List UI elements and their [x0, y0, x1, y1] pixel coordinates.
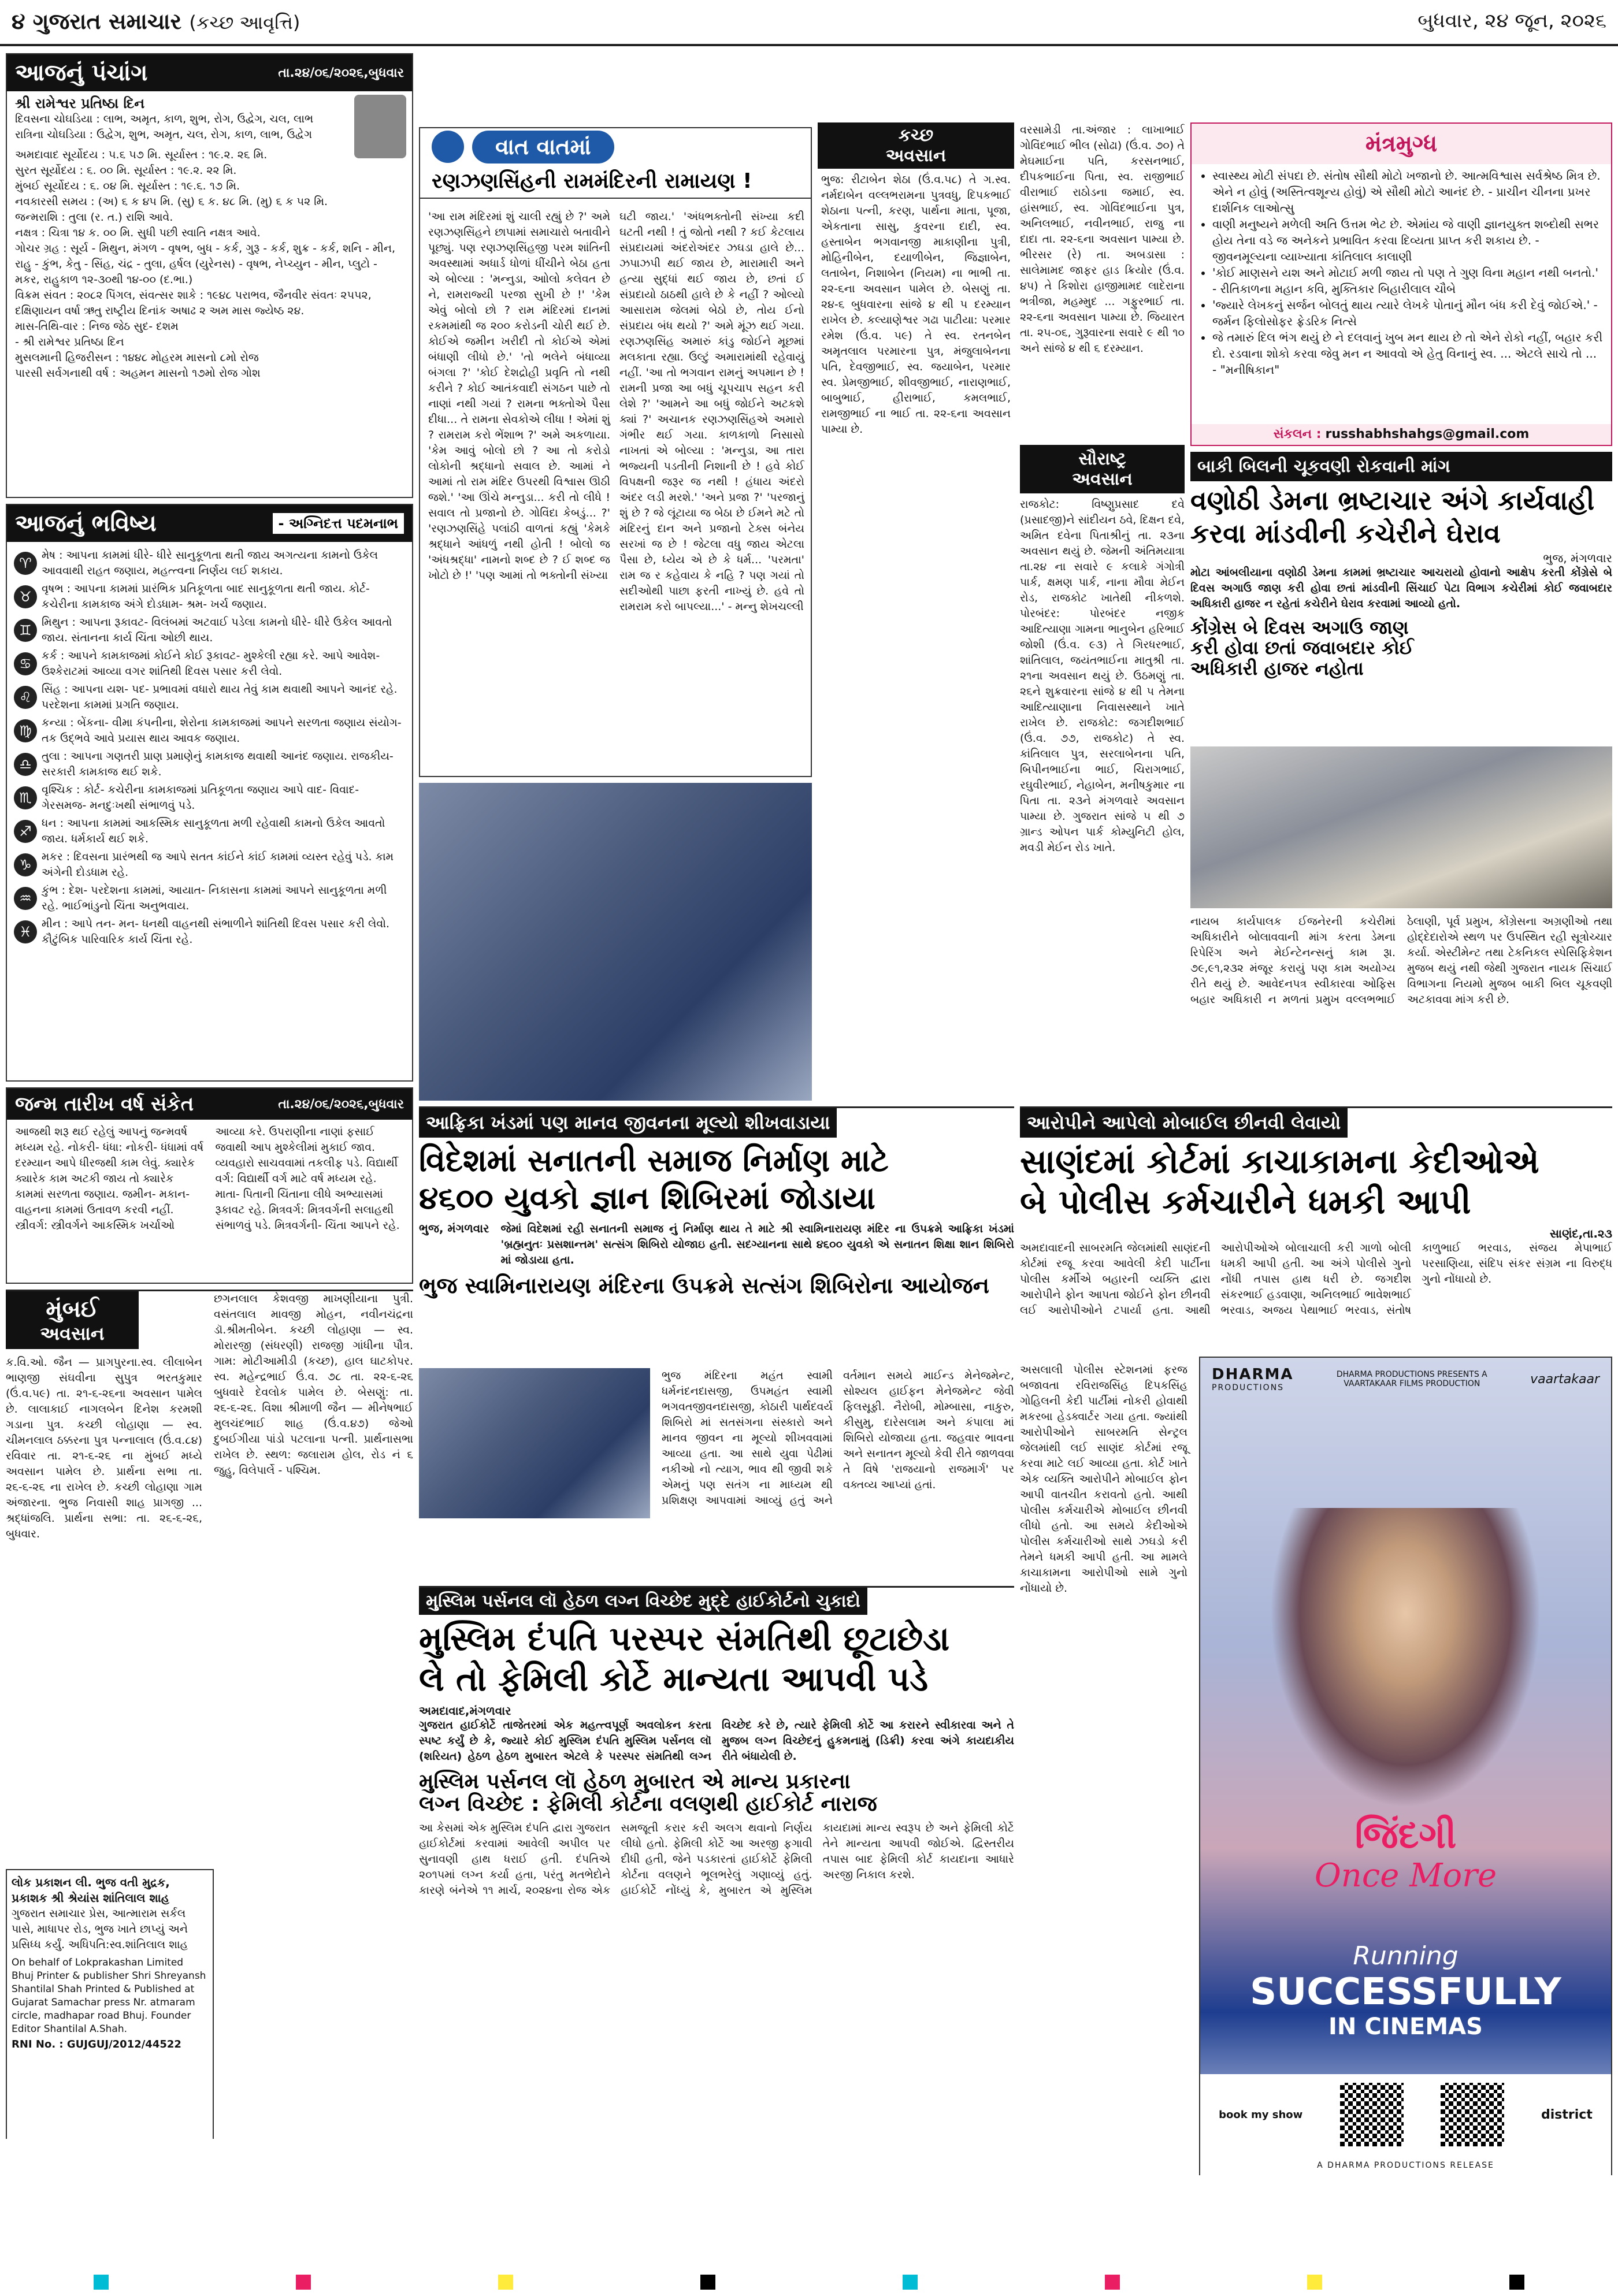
panchang-lines-more [7, 147, 412, 381]
qr-code-icon[interactable] [1441, 2083, 1504, 2146]
vanothi-subhead: કોંગ્રેસ બે દિવસ અગાઉ જાણ કરી હોવા છતાં જવાબદાર કોઈ અધિકારી હાજર નહોતા [1190, 616, 1414, 679]
quote-item: • સ્વાસ્થ્ય મોટી સંપદા છે. સંતોષ સૌથી મોટો ખજાનો છે. આત્મવિશ્વાસ સર્વશ્રેષ્ઠ મિત્ર છે. એને ન હોવું (અસ્તિત્વશૂન્ય હોવું) એ સૌથી મોટો આનંદ છે. - પ્રાચીન ચીનના પ્રખર દાર્શનિક લાઓત્સુ [1212, 168, 1603, 216]
mantramugdh-list [1192, 168, 1611, 378]
magenta-mark-icon [1105, 2275, 1120, 2290]
panchang-header [7, 54, 412, 91]
publisher-english: On behalf of Lokprakashan Limited Bhuj Printer & publisher Shri Shreyansh Shantilal Shah Printed & Published at Gujarat Samachar press Nr. atmaram circle, madhapar road Bhuj. Founder Editor Shantilal A.Shah. [12, 1957, 206, 2035]
panchang-line: જન્મરાશિ : તુલા (ર. ત.) રાશિ આવે. [15, 211, 173, 224]
mumbai-title: મુંબઈ [46, 1295, 99, 1322]
temple-event-photo [419, 1368, 650, 1518]
panchang-line: મુંબઈ સૂર્યોદય : ૬. ૦૪ મિ. સૂર્યાસ્ત : ૧૯.૬. ૧૭ મિ. [15, 180, 240, 192]
kutch-text: ભુજ: રીટાબેન શેઠા (ઉં.વ.૫૮) તે ગ.સ્વ. નર્મદાબેન વલ્લભરામના પુત્રવધુ, દિપકભાઈ શેઠાના પત્ની, કરણ, પાર્થના માતા, પૂજા, એકતાના સાસુ, કુવરના દાદી, સ્વ. હસ્તાબેન ભગવાનજી માકાણીના પુત્રી, મોહિનીબેન, દયાળીબેન, જિજ્ઞાબેન, લતાબેન, નિશાબેન (નિયમ) ના ભાભી તા. ૨૨-૬ના અવસાન પામેલ છે. બેસણું તા. ૨૪-૬ બુધવારના સાંજે ૪ થી ૫ દરમ્યાન રાખેલ છે. કલ્યાણેશ્વર ગઢા પાટીયા: પરમાર રમેશ (ઉં.વ. ૫૯) તે સ્વ. રતનબેન અમૃતલાલ પરમારના પુત્ર, મંજુલાબેનના પતિ, દેવજીભાઈ, સ્વ. જયાબેન, પરમાર સ્વ. પ્રેમજીભાઈ, શીવજીભાઈ, નારાણભાઈ, બાબુભાઈ, હીરાભાઈ, કમલભાઈ, રામજીભાઈ ના ભાઈ તા. ૨૨-૬ના અવસાન પામ્યા છે. [821, 173, 1011, 436]
janmatarikh-header [7, 1088, 412, 1120]
zodiac-row [14, 715, 405, 746]
videsh-kicker: આફ્રિકા ખંડમાં પણ માનવ જીવનના મૂલ્યો શીખવાડાયા [419, 1108, 837, 1138]
cancer-icon: ♋ [14, 652, 37, 675]
videsh-body: ભુજ મંદિરના મહંત સ્વામી ધર્મનંદનદાસજી, ઉપમહંત સ્વામી ભગવતજીવનદાસજી, કોઠારી પાર્થદવર્ય શિબિરો માં સતસંગના સંસ્કારો અને માનવ જીવન ના મૂલ્યો શીખવવામાં આવ્યા હતા. આ સાથે યુવા પેઢીમાં નકીઓ નો ત્યાગ, ભાવ થી જીવી શકે એમનું પણ સતંગ ના માધ્યમ થી પ્રશિક્ષણ આપવામાં આવ્યું હતું અને વર્તમાન સમયે માઈન્ડ મેનેજમેન્ટ, સોશ્યલ હાઈફન મેનેજમેન્ટ જેવી ફિલસૂફી. નૈરોબી, મોમ્બાસા, નાકુરુ, કીસુમુ, દારેસલામ અને કંપાલા માં શિબિરો યોજાયા હતા. જહવાર ભાવના અને સનાતન મૂલ્યો કેવી રીતે જાળવવા તે વિષે 'રાજયાનો રાજમાર્ગ' પર વક્તવ્ય આપ્યાં હતાં. [662, 1369, 1014, 1507]
muslim-lead: ગુજરાત હાઈકોર્ટે તાજેતરમાં એક મહત્ત્વપૂર્ણ અવલોકન કરતા સ્પષ્ટ કર્યું છે કે, જ્યારે કોઈ મુસ્લિમ દંપતિ મુસ્લિમ પર્સનલ લૉ (શરિયત) હેઠળ હેઠળ મુબારત એટલે કે પરસ્પર સંમતિથી લગ્ન વિચ્છેદ કરે છે, ત્યારે ફેમિલી કોર્ટે આ કરારને સ્વીકારવા અને તે મુજબ લગ્ન વિચ્છેદનું હુકમનામું (ડિક્રી) કરવા અંગે કાયદાકીય રીતે બંધાયેલી છે. [419, 1718, 1014, 1763]
mantramugdh-box [1190, 122, 1612, 446]
muslim-dateline: અમદાવાદ,મંગળવાર [419, 1703, 511, 1718]
dharma-logo [1212, 1366, 1293, 1392]
dharma-brand-sub: PRODUCTIONS [1212, 1383, 1285, 1392]
videsh-story [419, 1106, 1014, 1580]
advert-title-gu: જિંદગી [1354, 1814, 1457, 1857]
scorpio-icon: ♏ [14, 786, 37, 809]
vanothi-kicker: બાકી બિલની ચૂકવણી રોકવાની માંગ [1190, 452, 1612, 481]
sanand-body-1: અમદાવાદની સાબરમતિ જેલમાંથી સાણંદની કોર્ટમાં રજૂ કરવા આવેલી કેદી પાર્ટીના પોલીસ કર્મીએ બહારની વ્યક્તિ દ્વારા આરોપીને ફોન આપતા જોઈને ફોન છીનવી લઈ આરોપીઓને ટપાર્યા હતા. આથી આરોપીઓએ બોલાચાલી કરી ગાળો બોલી ધમકી આપી હતી. આ અંગે પોલીસે ગુનો નોંધી તપાસ હાથ ધરી છે. જગદીશ સંકરભાઈ હડવાણા, અનિલભાઈ ભાવેશભાઈ ભરવાડ, અજય પેથાભાઈ ભરવાડ, સંતોષ કાળુભાઈ ભરવાડ, સંજય મેપાભાઈ પરસાણિયા, સંદિપ સંકર સંગ્રમ ના વિરુદ્ધ ગુનો નોંધાયો છે. [1020, 1241, 1612, 1317]
yellow-mark-icon [498, 2275, 513, 2290]
zodiac-text: મિથુન : આપના રૂકાવટ- વિલંબમાં અટવાઈ પડેલા કામનો ધીરે- ધીરે ઉકેલ આવતો જાય. સંતાનના કાર્ય ચિંતા ઓછી થાય. [42, 616, 392, 644]
zodiac-row [14, 581, 405, 612]
zodiac-row [14, 849, 405, 880]
videsh-headline-1: વિદેશમાં સનાતની સમાજ નિર્માણ માટે [419, 1142, 889, 1179]
paper-name: ગુજરાત સમાચાર [32, 8, 182, 34]
cyan-mark-icon [903, 2275, 918, 2290]
yellow-mark-icon [1307, 2275, 1322, 2290]
panchang-line: નક્ષત્ર : ચિત્રા ૧૪ ક. ૦૦ મિ. સુધી પછી સ્વાતિ નક્ષત્ર આવે. [15, 226, 261, 239]
zodiac-text: કુંભ : દેશ- પરદેશના કામમાં, આયાત- નિકાસના કામમાં આપને સાનુકૂળતા મળી રહે. ભાઈભાંડુનો ચિંતા અનુભવાય. [42, 884, 387, 912]
kutch-header [818, 122, 1014, 169]
mumbai-left-text: ક.વિ.ઓ. જૈન — પ્રાગપુરના.સ્વ. લીલાબેન ભાણજી સંઘવીના સુપુત્ર ભરતકુમાર (ઉં.વ.૫૯) તા. ૨૧-૬-૨૬ના અવસાન પામેલ છે. લાલાકાઈ નાગલબેન દિનેશ કરમશી ગડાના પુત્ર. કચ્છી લોહાણા — સ્વ. ચીમનલાલ ઠક્કરના પુત્ર પન્નાલાલ (ઉં.વ.૮૪) રવિવાર તા. ૨૧-૬-૨૬ ના મુંબઈ મધ્યે અવસાન પામેલ છે. પ્રાર્થના સભા તા. ૨૬-૬-૨૬ ના રાખેલ છે. કચ્છી લોહાણા ગામ અંજારના. ભુજ નિવાસી શાહ પ્રાગજી ... શ્રદ્ધાંજલિ. પ્રાર્થના સભા: તા. ૨૬-૬-૨૬, બુધવાર. [6, 1356, 202, 1540]
sanand-story [1020, 1106, 1612, 2175]
videsh-dateline: ભુજ, મંગળવાર [419, 1221, 489, 1235]
bookmyshow-logo[interactable]: book my show [1219, 2108, 1303, 2121]
vaat-col2: ઘટી જાય.' 'અંધભક્તોની સંખ્યા કદી ઘટતી નથી ! તું જોતો નથી ? કઈ કેટલાય સંપ્રદાયમાં અંદરોઅંદર ઝઘડા હાલે છે... ઝપાઝપી થઈ જાય છે, મારામારી અને હત્યા સુદ્ધાં થઈ જાય છે, છતાં ઈ સંપ્રદાયો ઠાઠથી હાલે છે કે નહીં ? ઓલ્યો આસારામ જેલમાં બેઠો છે, તોય ઈનો સંપ્રદાય બંધ થયો ?' અમે મૂંઝ થઈ ગયા. રણઝણસિંહ અમારું કાંડુ જોઈને મૂછમાં મલકાતા રહ્યા. ઉલ્ટું અમારામાંથી રહેવાયું નહીં. 'આ તો ભગવાન રામનું અપમાન છે ! રામની પ્રજા આ બધું ચૂપચાપ સહન કરી લેશે ?' 'આમને આ બધું જોઈને અટકશે ક્યાં ?' અચાનક રણઝણસિંહએ અમારો ગંભીર થઈ ગયા. કાળકાળો નિસાસો નાખતાં એ બોલ્યા : 'મન્નુડા, આ તારા ભજ્યની પડતીની નિશાની છે ! હવે કોઈ વિપક્ષની જરૂર જ નથી ! હંધાય અંદરો અંદર લડી મરશે.' 'અને પ્રજા ?' 'પરજાનું શું છે ? જે લૂંટાયા જ બેઠા છે ઈમને મટે તો મંદિરનું દાન અને પ્રજાનો ટેક્સ બંનેય સરખાં જ છે ! જેટલા વધુ જાય એટલા પૈસા છે, ધ્યેય એ છે કે ધર્મ... 'પરમતા' રામ જ ર કહેવાય કે નહિ ? પણ ગયાં તો સદીઓથી પાછા ફરતી નાખ્યું છે. હવે તો રામરામ કરો બાપલ્યા...' - મન્નુ શેખચલ્લી [619, 210, 804, 613]
panchang-line: પારસી સર્વગનાથી વર્ષ : અહમન માસનો ૧૭મો રોજ ગોશ [15, 367, 261, 380]
magenta-mark-icon [296, 2275, 311, 2290]
mantramugdh-contact [1192, 424, 1611, 445]
leo-icon: ♌ [14, 686, 37, 709]
advert-presents: DHARMA PRODUCTIONS PRESENTS A VAARTAKAAR FILMS PRODUCTION [1336, 1370, 1487, 1388]
bhavishya-author: - અગ્નિદત્ત પદમનાભ [273, 513, 404, 534]
talking-faces-icon [432, 131, 464, 163]
panchang-line: અમદાવાદ સૂર્યોદય : ૫.૬ ૫૭ મિ. સૂર્યાસ્ત : ૧૯.૨. ૨૬ મિ. [15, 148, 268, 161]
saurashtra-title: અવસાન [1072, 469, 1133, 489]
zodiac-text: તુલા : આપના ગણતરી પ્રાણ પ્રમાણેનું કામકાજ થવાથી આનંદ જણાય. રાજકીય- સરકારી કામકાજ થઈ શકે. [42, 750, 394, 778]
zodiac-row [14, 682, 405, 713]
advert-footer: A DHARMA PRODUCTIONS RELEASE [1200, 2155, 1611, 2175]
zodiac-list [7, 542, 412, 953]
zodiac-row [14, 916, 405, 948]
muslim-subhead-2: લગ્ન વિચ્છેદ : ફેમિલી કોર્ટના વલણથી હાઈકોર્ટ નારાજ [419, 1792, 877, 1816]
janmatarikh-text: આજથી શરૂ થઈ રહેલું આપનું જન્મવર્ષ મધ્યમ રહે. નોકરી- ધંધા: નોકરી- ધંધામાં વર્ષ દરમ્યાન આપે ધીરજથી કામ લેવું. ક્યારેક ક્યારેક કામ અટકી જાય તો ક્યારેક કામમાં સરળતા જણાય. જમીન- મકાન- વાહનના કામમાં ઉતાવળ કરવી નહીં. સ્ત્રીવર્ગ: સ્ત્રીવર્ગને આકસ્મિક ખર્ચાઓ આવ્યા કરે. ઉપરાણીના નાણાં ફસાઈ જવાથી આપ મુશ્કેલીમાં મુકાઈ જાવ. વ્યવહારો સાચવવામાં તકલીફ પડે. વિદ્યાર્થી વર્ગ: વિદ્યાર્થી વર્ગ માટે વર્ષ મધ્યમ રહે. માતા- પિતાની ચિંતાના લીધે અભ્યાસમાં રૂકાવટ રહે. મિત્રવર્ગ: મિત્રવર્ગની સલાહથી સંભાળવું પડે. મિત્રવર્ગની- ચિંતા આપને રહે. [15, 1125, 400, 1232]
zodiac-text: વૃશ્ચિક : કોર્ટ- કચેરીના કામકાજમાં પ્રતિકૂળતા જણાય આપે વાદ- વિવાદ- ગેરસમજ- મનદુઃખથી સંભાળવું પડે. [42, 783, 359, 812]
qr-code-icon[interactable] [1340, 2083, 1404, 2146]
muslim-story [419, 1586, 1014, 2175]
zodiac-row [14, 883, 405, 914]
dharma-brand: DHARMA [1212, 1366, 1294, 1383]
vaartakaar-logo: vaartakaar [1530, 1372, 1600, 1387]
kutch-title: અવસાન [885, 146, 947, 166]
virgo-icon: ♍ [14, 719, 37, 742]
cast-photo [1270, 1508, 1541, 1808]
advert-tagline-2: SUCCESSFULLY [1250, 1971, 1561, 2013]
quote-item: • 'જ્યારે લેખકનું સર્જન બોલતું થાય ત્યારે લેખકે પોતાનું મૌન બંધ કરી દેવું જોઈએ.' - જર્મન ફિલોસોફર ફ્રેડરિક નિત્સે [1212, 297, 1603, 329]
district-logo[interactable]: district [1541, 2107, 1593, 2122]
vaat-box [419, 127, 812, 777]
edition-label: (કચ્છ આવૃત્તિ) [189, 12, 300, 34]
zodiac-text: કર્ક : આપને કામકાજમાં કોઈને કોઈ રૂકાવટ- મુશ્કેલી રહ્યા કરે. આપે આવેશ- ઉશ્કેરાટમાં આવ્યા વગર શાંતિથી દિવસ પસાર કરી લેવો. [42, 649, 380, 678]
panchang-box [6, 53, 413, 498]
saurashtra-header [1020, 445, 1185, 493]
janmatarikh-title: જન્મ તારીખ વર્ષ સંકેત [15, 1093, 194, 1116]
zodiac-text: મકર : દિવસના પ્રારંભથી જ આપે સતત કાંઈને કાંઈ કામમાં વ્યસ્ત રહેવું પડે. કામ અંગેની દોડધામ રહે. [42, 850, 394, 879]
vanothi-headline-1: વણોઠી ડેમના ભ્રષ્ટાચાર અંગે કાર્યવાહી [1190, 485, 1595, 516]
advert-tagline [1200, 1941, 1611, 2040]
mumbai-subtitle: અવસાન [40, 1322, 105, 1344]
advert-tagline-1: Running [1353, 1941, 1459, 1971]
quote-item: • વાણી મનુષ્યને મળેલી અતિ ઉત્તમ ભેટ છે. એમાંય જે વાણી જ્ઞાનયુક્ત શબ્દોથી સભર હોય તેના વડે જ અનેકને પ્રભાવિત કરવા દિવ્યતા પ્રાપ્ત કરી શકાય છે. - જીવનમૂલ્યના વ્યાખ્યાતા કાંતિલાલ કાલાણી [1212, 216, 1603, 265]
vanothi-dateline: ભુજ, મંગળવાર [1543, 551, 1612, 566]
sanand-dateline: સાણંદ,તા.૨૩ [1549, 1226, 1612, 1240]
vanothi-body: નાયબ કાર્યપાલક ઈજનેરની કચેરીમાં અધિકારીને બોલાવવાની માંગ કરતા ડેમના રિપેરિંગ અને મેઈન્ટેનન્સનું કામ રૂા. ૭૯,૯૧,૨૩૨ મંજૂર કરાયું પણ કામ અયોગ્ય રીતે થયું છે. આવેદનપત્ર સ્વીકારવા ઓફિસ બહાર અધિકારી ન મળતાં પ્રમુખ વલ્લભભાઈ ઠેલાણી, પૂર્વ પ્રમુખ, કોંગ્રેસના અગ્રણીઓ તથા હોદ્દેદારોએ સ્થળ પર ઉપસ્થિત રહી સૂત્રોચ્ચાર કર્યા. એસ્ટીમેન્ટ તથા ટેકનિકલ સ્પેસિફિકેશન મુજબ થયું નથી જેથી ગુજરાત નાયક સિંચાઈ વિભાગના નિયમો મુજબ બાકી બિલ ચૂકવણી અટકાવવા માંગ કરી છે. [1190, 915, 1612, 1006]
zodiac-row [14, 615, 405, 646]
mumbai-right-text: છગનલાલ કેશવજી માખણીયાના પુત્રી. વસંતલાલ માવજી મોહન, નવીનચંદ્રના ડૉ.શ્રીમતીબેન. કચ્છી લોહાણા — સ્વ. મોરારજી (સંધરણી) રાજજી ગાંધીના પૌત્ર. ગામ: મોટીઆમીડી (કચ્છ), હાલ ઘાટકોપર. સ્વ. મહેન્દ્રભાઈ ઉં.વ. ૭૮ તા. ૨૨-૬-૨૬ બુધવારે દેવલોક પામેલ છે. બેસણું: તા. ૨૬-૬-૨૬. વિશા શ્રીમાળી જૈન — મીનેષભાઈ મુલચંદભાઈ શાહ (ઉં.વ.૪૭) જેઓ દુબઈગીયા પાંડો પટલાના પત્ની. પ્રાર્થનાસભા રાખેલ છે. સ્થળ: જલારામ હોલ, રોડ નં ૬ જુહુ, વિલેપાર્લે - પશ્ચિમ. [214, 1292, 413, 1477]
zodiac-text: ધન : આપના કામમાં આકસ્મિક સાનુકૂળતા મળી રહેવાથી કામનો ઉકેલ આવતો જાય. ધર્મકાર્ય થઈ શકે. [42, 817, 385, 845]
zodiac-text: વૃષભ : આપના કામમાં પ્રારંભિક પ્રતિકૂળતા બાદ સાનુકૂળતા થતી જાય. કોર્ટ- કચેરીના કામકાજ અંગે દોડધામ- શ્રમ- ખર્ચ જણાય. [42, 582, 370, 611]
muslim-kicker: મુસ્લિમ પર્સનલ લૉ હેઠળ લગ્ન વિચ્છેદ મુદ્દે હાઈકોર્ટનો ચુકાદો [419, 1588, 867, 1615]
panchang-line: ગોચર ગ્રહ : સૂર્ય - મિથુન, મંગળ - વૃષભ, બુધ - કર્ક, ગુરૂ - કર્ક, શુક્ર - કર્ક, શનિ - મીન, રાહુ - કુંભ, કેતુ - સિંહ, ચંદ્ર - તુલા, હર્ષલ (યુરેનસ) - વૃષભ, નેપ્ચ્યુન - મીન, પ્લુટો - મકર, રાહુકાળ ૧૨-૩૦થી ૧૪-૦૦ (દ.ભા.) [15, 242, 396, 286]
capricorn-icon: ♑ [14, 853, 37, 876]
panchang-line: - શ્રી રામેશ્વર પ્રતિષ્ઠા દિન [15, 336, 124, 348]
contact-label: સંકલન : [1273, 427, 1322, 441]
zodiac-row [14, 548, 405, 579]
kutch-avsan [818, 122, 1014, 1105]
panchang-line: રાત્રિના ચોઘડિયા : ઉદ્વેગ, શુભ, અમૃત, ચલ, રોગ, કાળ, લાભ, ઉદ્વેગ [15, 128, 313, 141]
movie-advert[interactable] [1199, 1357, 1612, 2175]
panchang-date: તા.૨૪/૦૬/૨૦૨૬,બુધવાર [278, 65, 404, 80]
mumbai-avsan [6, 1290, 413, 2139]
kutch-text-2: વરસામેડી તા.અંજાર : લાખાભાઈ ગોવિંદભાઈ ભીલ (સોઢા) (ઉં.વ. ૭૦) તે મેઘમાઈના પતિ, કરસનભાઈ, દીપકભાઈના પિતા, સ્વ. રાજીભાઈ વીરાભાઈ રાઠોડના જમાઈ, સ્વ. હાંસભાઈ, સ્વ. ગોવિંદભાઈના પુત્ર, અનિલભાઈ, નવીનભાઈ, રાજુ ના દાદા તા. ૨૨-૬ના અવસાન પામ્યા છે. ભીરસર (રે) તા. અબડાસા : સાલેમામદ જાફર હાડ ક્રિયોર (ઉં.વ. ૪૫) તે કિશોરા હાજીમામદ લાદેરાના ભત્રીજા, મહમ્મુદ ... ગફુરભાઈ તા. ૨૨-૬ના અવસાન પામ્યા છે. જિયારત તા. ૨૫-૦૬, ગુરૂવારના સવારે ૯ થી ૧૦ અને સાંજે ૪ થી ૬ દરમ્યાન. [1020, 124, 1185, 355]
muslim-subhead-1: મુસ્લિમ પર્સનલ લૉ હેઠળ મુબારત એ માન્ય પ્રકારના [419, 1769, 851, 1793]
panchang-line: વિક્રમ સંવત : ૨૦૮૨ પિંગલ, સંવત્સર શાકે : ૧૯૪૮ પરાભવ, જૈનવીર સંવતઃ ૨૫૫૨, દક્ષિણાયન વર્ષા ઋતુ રાષ્ટ્રીય દિનાંક અષાઢ ૨ અમ માસ જ્યેષ્ઠ ૨૪. [15, 289, 372, 317]
rni-number: RNI No. : GUJGUJ/2012/44522 [12, 2038, 181, 2050]
zodiac-row [14, 782, 405, 813]
panchang-line: મુસલમાની હિજરીસન : ૧૪૪૮ મોહરમ માસનો ૮મો રોજ [15, 351, 259, 364]
vanothi-headline-2: કરવા માંડવીની કચેરીને ઘેરાવ [1190, 517, 1501, 549]
panchang-lines [7, 91, 370, 147]
contact-email[interactable]: russhabhshahgs@gmail.com [1325, 427, 1530, 441]
gemini-icon: ♊ [14, 619, 37, 642]
students-photo [419, 783, 812, 1101]
registration-marks [0, 2273, 1618, 2291]
panchang-line: માસ-તિથિ-વાર : નિજ જેઠ સુદ- દશમ [15, 320, 179, 333]
cyan-mark-icon [94, 2275, 109, 2290]
muslim-body: આ કેસમાં એક મુસ્લિમ દંપતિ દ્વારા ગુજરાત હાઈકોર્ટમાં કરવામાં આવેલી અપીલ પર સુનાવણી હાથ ધરાઈ હતી. દંપતિએ ૨૦૧૫માં લગ્ન કર્યા હતા, પરંતુ મતભેદોને કારણે બંનેએ ૧૧ માર્ચ, ૨૦૨૪ના રોજ એક સમજૂતી કરાર કરી અલગ થવાનો નિર્ણય લીધો હતો. ફેમિલી કોર્ટે આ અરજી ફગાવી દીધી હતી, જેને પડકારતાં હાઈકોર્ટે ફેમિલી કોર્ટના વલણને ભૂલભરેલું ગણાવ્યું હતું. હાઈકોર્ટે નોંધ્યું કે, મુબારત એ મુસ્લિમ કાયદામાં માન્ય સ્વરૂપ છે અને ફેમિલી કોર્ટે તેને માન્યતા આપવી જોઈએ. દ્વિસ્તરીય તપાસ બાદ ફેમિલી કોર્ટ કાયદાના આધારે અરજી નિકાલ કરશે. [419, 1821, 1014, 1897]
kutch-section: કચ્છ [898, 125, 934, 146]
muslim-headline-1: મુસ્લિમ દંપતિ પરસ્પર સંમતિથી છૂટાછેડા [419, 1619, 950, 1658]
videsh-lead: જેમાં વિદેશમાં રહી સનાતની સમાજ નું નિર્માણ થાય તે માટે શ્રી સ્વામિનારાયણ મંદિર ના ઉપક્રમે આફ્રિકા ખંડમાં 'બ્રહ્મનુતઃ પ્રસશાન્તમ' સત્સંગ શિબિરો યોજાઇ હતી. સદગ્યાનના સાથે ૪૬૦૦ યુવકો એ સનાતન શિક્ષા શાન શિબિરો માં જોડાયા હતા. [500, 1222, 1014, 1266]
pisces-icon: ♓ [14, 920, 37, 943]
advert-top [1200, 1358, 1611, 1400]
vanothi-lead: મોટા આંબલીયાના વણોઠી ડેમના કામમાં ભ્રષ્ટાચાર આચરાયો હોવાનો આક્ષેપ કરતી કોંગ્રેસે બે દિવસ અગાઉ જાણ કરી હોવા છતાં માંડવીની સિંચાઈ પેટા વિભાગ કચેરીમાં કોઈ જવાબદાર અધિકારી હાજર ન રહેતાં કચેરીને ઘેરાવ કરવામાં આવ્યો હતો. [1190, 566, 1612, 611]
vanothi-story [1190, 452, 1612, 1105]
videsh-subhead: ભુજ સ્વામિનારાયણ મંદિરના ઉપક્રમે સત્સંગ શિબિરોના આયોજન [419, 1272, 989, 1298]
advert-tickets [1200, 2074, 1611, 2155]
taurus-icon: ♉ [14, 585, 37, 608]
mantramugdh-title: મંત્રમુગ્ધ [1365, 131, 1438, 157]
aquarius-icon: ♒ [14, 887, 37, 910]
advert-title-en: Once More [1314, 1857, 1497, 1894]
black-mark-icon [700, 2275, 715, 2290]
advert-title [1200, 1814, 1611, 1894]
zodiac-text: કન્યા : બેંકના- વીમા કંપનીના, શેરોના કામકાજમાં આપને સરળતા જણાય સંયોગ- તક ઉદ્ભવે આવે પ્રયાસ થાય આવક જણાય. [42, 716, 402, 745]
black-mark-icon [1509, 2275, 1524, 2290]
sagittarius-icon: ♐ [14, 820, 37, 843]
quote-item: • જે તમારું દિલ ભંગ થયું છે ને દલવાનું ખુબ મન થાય છે તો એને રોકો નહીં, બહાર કરી દો. રડવાના શોકો કરવા જેવુ મન ન આવવો એ હેતુ વિનાનું સ્વ. ... એટલે સાચે તો ... - "મનીષિકાન" [1212, 329, 1603, 378]
videsh-lead-row [419, 1221, 1014, 1268]
libra-icon: ♎ [14, 753, 37, 776]
janmatarikh-date: તા.૨૪/૦૬/૨૦૨૬,બુધવાર [278, 1097, 404, 1112]
sanand-headline-2: બે પોલીસ કર્મચારીને ધમકી આપી [1020, 1182, 1471, 1221]
bhavishya-title: આજનું ભવિષ્ય [15, 510, 157, 537]
vaat-col1: 'આ રામ મંદિરમાં શું ચાલી રહ્યું છે ?' અમે રણઝણસિંહને છાપામાં સમાચારો બતાવીને પૂછ્યું. પણ રણઝણસિંહજી પરમ શાંતિની અવસ્થામાં અધાર્ડ ધોળાં ધીંચીને બેઠા હતા એ બોલ્યા : 'મન્નુડા, આોલો કલેવત છે ને, રામરાજ્યી પરજા સુખી છે !' 'કેમ એવું બોલો છો ? રામ મંદિરમાં દાનમાં રકમમાંથી જ ૨૦૦ કરોડની ચોરી થઈ છે. કોઈએ જમીન ખરીદી તો કોઈએ એમાં બંધાણી લીધો છે.' 'તો ભલેને બંધાવ્યા બંગલા ?' 'કોઈ દેશદ્રોહી પ્રવૃતિ તો નથી કરીને ? કોઈ આતંકવાદી સંગઠન પાછે તો નાણાં નથી ગયાં ? રામના ભક્તોએ પૈસા દીધા... તે રામના સેવકોએ લીધા ! એમાં શું ? રામરામ કરો ભેંશાભ ?' અમે અકળાયા. 'કેમ આવું બોલો છો ? આ તો કરોડો લોકોની શ્રદ્ધાનો સવાલ છે. આમાં ને આમાં તો રામ મંદિર ઉપરથી વિશ્વાસ ઊઠી જશે.' 'આ ઊંચે મન્નુડા... કરી તો લીધે ! સવાલ તો પ્રજાનો છે. ગોવિંદા કેબડું... ?' 'રણઝણસિંહે પલાંઠી વાળતાં કહ્યું 'કેમકે શ્રદ્ધાને આંધળું નથી હોતી ! બોલો જ 'અંધશ્રદ્ધા' નામનો શબ્દ છે ? ઈ શબ્દ જ ખોટો છે !' 'પણ આમાં તો ભક્તોની સંખ્યા [428, 210, 610, 582]
mantramugdh-header [1192, 124, 1611, 164]
publisher-text: ગુજરાત સમાચાર પ્રેસ, આત્મારામ સર્કલ પાસે, માધાપર રોડ, ભુજ ખાતે છાપ્યું અને પ્રસિધ્ધ કર્યું. અધિપતિ:સ્વ.શાંતિલાલ શાહ [12, 1907, 188, 1951]
sanand-kicker: આરોપીને આપેલો મોબાઈલ છીનવી લેવાયો [1020, 1108, 1348, 1138]
saurashtra-avsan [1020, 445, 1185, 1104]
bhavishya-box [6, 504, 413, 1082]
zodiac-text: મીન : આપે તન- મન- ધનથી વાહનથી સંભાળીને શાંતિથી દિવસ પસાર કરી લેવો. કૌટુંબિક પારિવારિક કાર્ય ચિંતા રહે. [42, 917, 389, 946]
videsh-headline-2: ૪૬૦૦ યુવકો જ્ઞાન શિબિરમાં જોડાયા [419, 1180, 875, 1217]
panchang-title: આજનું પંચાંગ [15, 60, 148, 86]
zodiac-text: સિંહ : આપના યશ- પદ- પ્રભાવમાં વધારો થાય તેવું કામ થવાથી આપને આનંદ રહે. પરદેશના કામમાં પ્રગતિ જણાય. [42, 683, 398, 711]
zodiac-text: મેષ : આપના કામમાં ધીરે- ધીરે સાનુકૂળતા થતી જાય અગત્યના કામનો ઉકેલ આવવાથી રાહત જણાય, મહત્ત્વના નિર્ણય લઈ શકાય. [42, 549, 378, 577]
panchang-line: નવકારસી સમય : (અ) ૬ ક ૪૫ મિ. (સુ) ૬ ક. ૪૮ મિ. (મુ) ૬ ક ૫૨ મિ. [15, 195, 328, 208]
zodiac-row [14, 749, 405, 780]
bhavishya-header [7, 505, 412, 542]
deity-image-icon [354, 95, 406, 158]
quote-item: • 'કોઈ માણસને યશ અને મોટાઈ મળી જાય તો પણ તે ગુણ વિના મહાન નથી બનતો.' - રીતિકાળના મહાન કવિ, મુક્તિકાર બિહારીલાલ ચૌબે [1212, 265, 1603, 297]
publisher-title: લોક પ્રકાશન લી. ભુજ વતી મુદ્રક, પ્રકાશક શ્રી શ્રેયાંસ શાંતિલાલ શાહ [12, 1875, 170, 1905]
saurashtra-text: રાજકોટ: વિષ્ણુપ્રસાદ દવે (પ્રસાદજી)ને સાંદીયન ઠવે, દિક્ષન દવે, અમિત દવેના પિતાશ્રીનું તા. ૨૩ના અવસાન થયું છે. જેમની અંતિમયાત્રા તા.૨૪ ના સવારે ૯ કલાકે ગંગોત્રી પાર્ક, ક્ષમણ પાર્ક, નાના મૌવા મેઈન રોડ, રાજકોટ ખાતેથી નીકળશે. પોરબંદર: પોરબંદર નજીક આદિત્યાણા ગામના ભાનુબેન હરિભાઈ જોશી (ઉં.વ. ૯૩) તે ગિરધરભાઈ, શાંતિલાલ, જયંતભાઈના માતુશ્રી તા. ૨૧ના અવસાન થયું છે. ઉઠમણું તા. ૨૬ને શુક્રવારના સાંજે ૪ થી ૫ તેમના આદિત્યાણાના નિવાસસ્થાને ખાતે રાખેલ છે. રાજકોટ: જગદીશભાઈ (ઉં.વ. ૭૭, રાજકોટ) તે સ્વ. કાંતિલાલ પુત્ર, સરલાબેનના પતિ, બિપીનભાઈના ભાઈ, ચિરાગભાઈ, રઘુવીરભાઈ, નેહાબેન, મનીષકુમાર ના પિતા તા. ૨૩ને મંગળવારે અવસાન પામ્યા છે. ગુજરાત સાંજે ૫ થી ૭ ગ્રાન્ડ ઓપન પાર્ક કોમ્યુનિટી હોલ, મવડી મેઈન રોડ ખાતે. [1020, 498, 1185, 854]
panchang-line: દિવસના ચોઘડિયા : લાભ, અમૃત, કાળ, શુભ, રોગ, ઉદ્વેગ, ચલ, લાભ [15, 113, 314, 125]
sanand-body-2: અસલાલી પોલીસ સ્ટેશનમાં ફરજ બજાવતા રવિરાજસિંહ દિપકસિંહ ગોહિલની કેદી પાર્ટીમાં નોકરી હોવાથી મકરબા હેડક્વાર્ટર ગયા હતા. જ્યાંથી આરોપીઓને સાબરમતિ સેન્ટ્રલ જેલમાંથી લઈ સાણંદ કોર્ટમાં રજૂ કરવા માટે લઈ આવ્યા હતા. કોર્ટ ખાતે એક વ્યક્તિ આરોપીને મોબાઈલ ફોન આપી વાતચીત કરાવતો હતો. આથી પોલીસ કર્મચારીએ મોબાઈલ છીનવી લીધો હતો. આ સમયે કેદીઓએ પોલીસ કર્મચારીઓ સાથે ઝઘડો કરી તેમને ધમકી આપી હતી. આ મામલે કાચાકામના આરોપીઓ સામે ગુનો નોંધાયો છે. [1020, 1364, 1187, 1595]
panchang-line: શ્રી રામેશ્વર પ્રતિષ્ઠા દિન [15, 95, 145, 112]
masthead-date: બુધવાર, ૨૪ જૂન, ૨૦૨૬ [1417, 9, 1606, 32]
page-number: ૪ [12, 9, 25, 34]
sanand-headline-1: સાણંદમાં કોર્ટમાં કાચાકામના કેદીઓએ [1020, 1142, 1539, 1181]
saurashtra-section: સૌરાષ્ટ્ર [1078, 449, 1126, 469]
mumbai-header [6, 1291, 139, 1349]
advert-tagline-3: IN CINEMAS [1328, 2013, 1483, 2040]
masthead-bar [0, 0, 1618, 46]
janmatarikh-box [6, 1087, 413, 1284]
zodiac-row [14, 816, 405, 847]
publisher-box [6, 1869, 214, 2139]
muslim-headline-2: લે તો ફેમિલી કોર્ટે માન્યતા આપવી પડે [419, 1659, 929, 1699]
protest-photo [1190, 746, 1612, 908]
vaat-header [420, 128, 811, 165]
zodiac-row [14, 648, 405, 679]
aries-icon: ♈ [14, 552, 37, 575]
panchang-line: સુરત સૂર્યોદય : ૬. ૦૦ મિ. સૂર્યાસ્ત : ૧૯.૨. ૨૨ મિ. [15, 164, 237, 177]
masthead-left [12, 8, 300, 35]
vaat-title: વાત વાતમાં [472, 131, 614, 164]
vaat-headline: રણઝણસિંહની રામમંદિરની રામાયણ ! [420, 165, 811, 199]
